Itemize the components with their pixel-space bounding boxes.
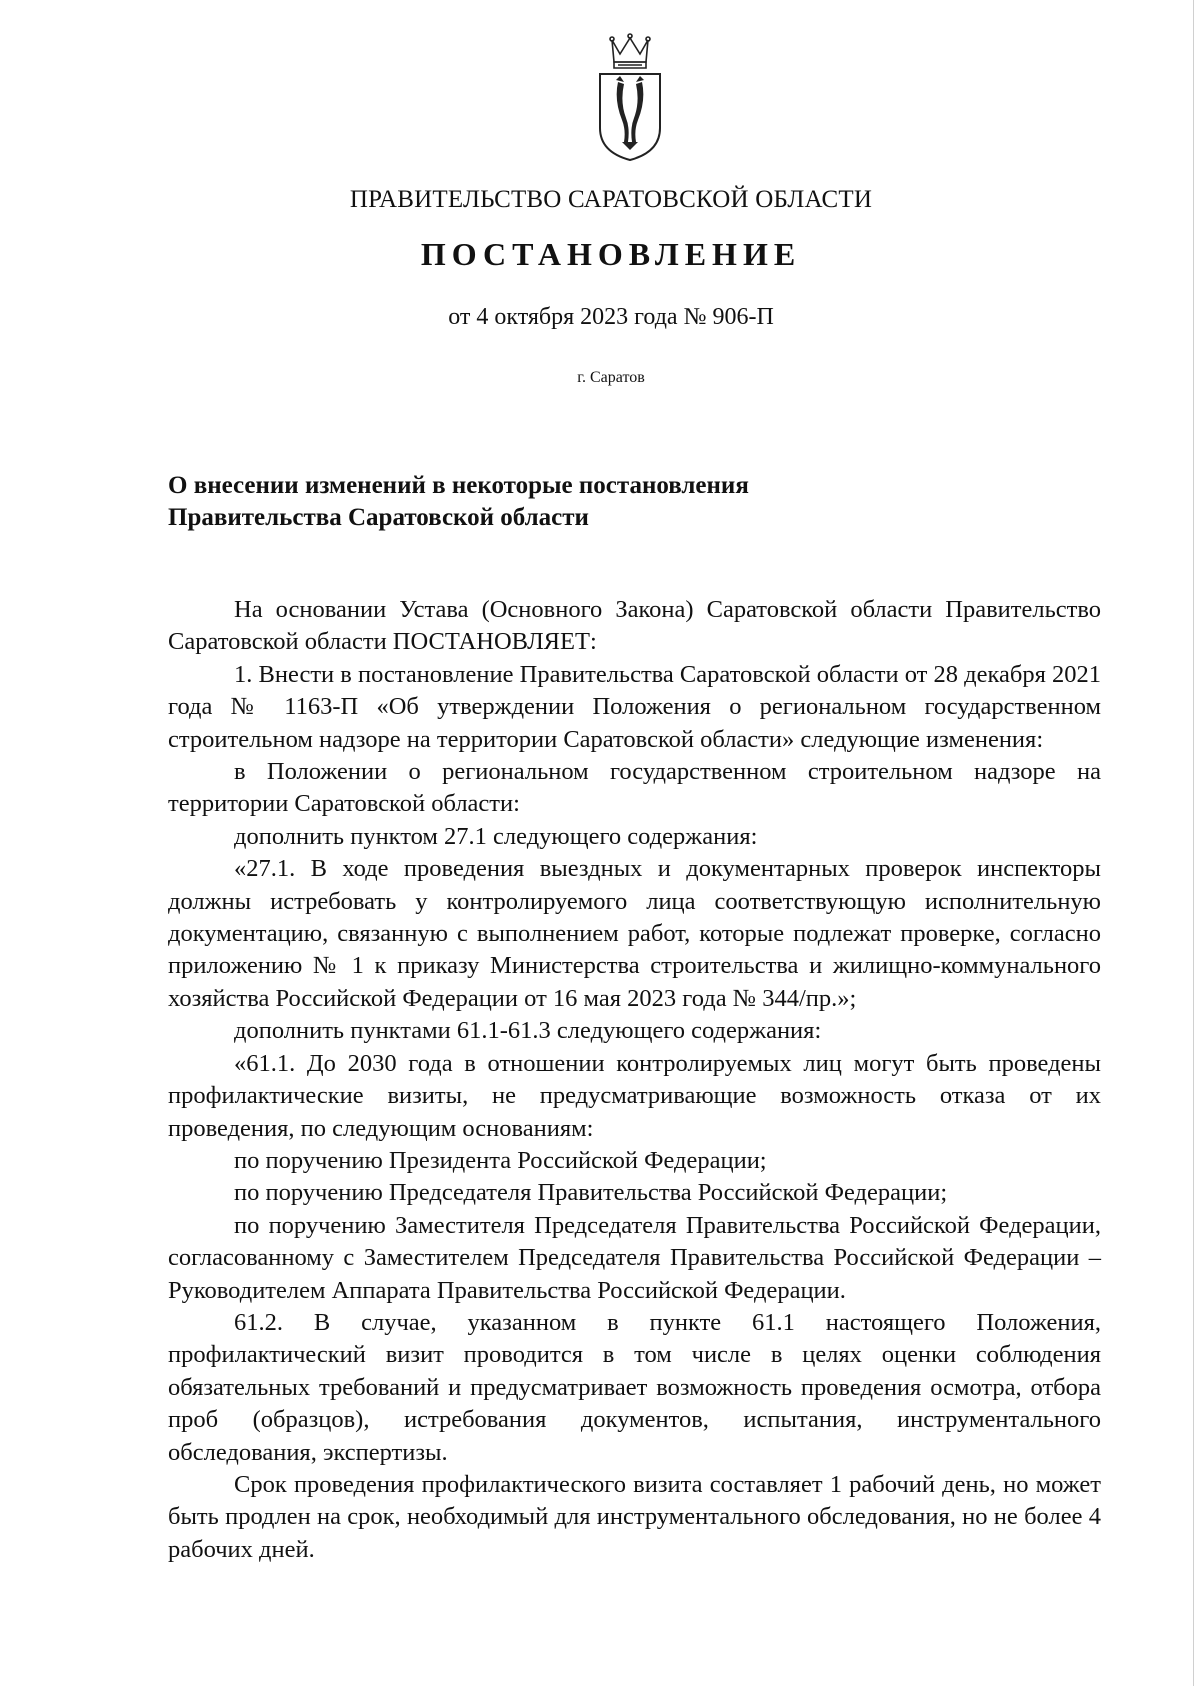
document-city: г. Саратов [577, 369, 645, 386]
body-paragraph: в Положении о региональном государственном строительном надзоре на территории Саратовской области: [168, 758, 1101, 818]
body-paragraph: по поручению Заместителя Председателя Правительства Российской Федерации, согласованному с Заместителем Председателя Правительства Российской Федерации – Руководителем Аппарата Правительства Российской Федерации. [168, 1211, 1101, 1304]
body-paragraph: дополнить пунктами 61.1-61.3 следующего содержания: [234, 1017, 822, 1045]
organization-header: ПРАВИТЕЛЬСТВО САРАТОВСКОЙ ОБЛАСТИ [349, 186, 873, 213]
document-date-number: от 4 октября 2023 года № 906-П [448, 304, 774, 330]
saratov-coat-of-arms-icon [578, 30, 682, 162]
body-paragraph: по поручению Председателя Правительства Российской Федерации; [234, 1179, 948, 1207]
body-paragraph: Срок проведения профилактического визита составляет 1 рабочий день, но может быть продлен на срок, необходимый для инструментального обследования, но не более 4 рабочих дней. [168, 1470, 1101, 1563]
body-paragraph: «27.1. В ходе проведения выездных и документарных проверок инспекторы должны истребовать у контролируемого лица соответствующую исполнительную документацию, связанную с выполнением работ, которые подлежат проверке, согласно приложению № 1 к приказу Министерства строительства и жилищно-коммунального хозяйства Российской Федерации от 16 мая 2023 года № 344/пр.»; [168, 855, 1101, 1012]
body-paragraph: по поручению Президента Российской Федерации; [234, 1146, 767, 1174]
body-paragraph: дополнить пунктом 27.1 следующего содержания: [234, 822, 758, 850]
title-line-1: О внесении изменений в некоторые постановления [168, 472, 749, 499]
title-line-2: Правительства Саратовской области [168, 504, 589, 531]
body-paragraph: «61.1. До 2030 года в отношении контролируемых лиц могут быть проведены профилактические визиты, не предусматривающие возможность отказа от их проведения, по следующим основаниям: [168, 1049, 1101, 1142]
document-type: ПОСТАНОВЛЕНИЕ [420, 236, 802, 272]
document-title [168, 470, 968, 534]
body-paragraph: 61.2. В случае, указанном в пункте 61.1 настоящего Положения, профилактический визит проводится в том числе в целях оценки соблюдения обязательных требований и предусматривает возможность проведения осмотра, отбора проб (образцов), истребования документов, испытания, инструментального обследования, экспертизы. [168, 1308, 1101, 1466]
body-paragraph: 1. Внести в постановление Правительства Саратовской области от 28 декабря 2021 года № 1163-П «Об утверждении Положения о региональном государственном строительном надзоре на территории Саратовской области» следующие изменения: [168, 660, 1101, 753]
document-body [168, 594, 1101, 1566]
body-paragraph: На основании Устава (Основного Закона) Саратовской области Правительство Саратовской области ПОСТАНОВЛЯЕТ: [168, 596, 1101, 656]
